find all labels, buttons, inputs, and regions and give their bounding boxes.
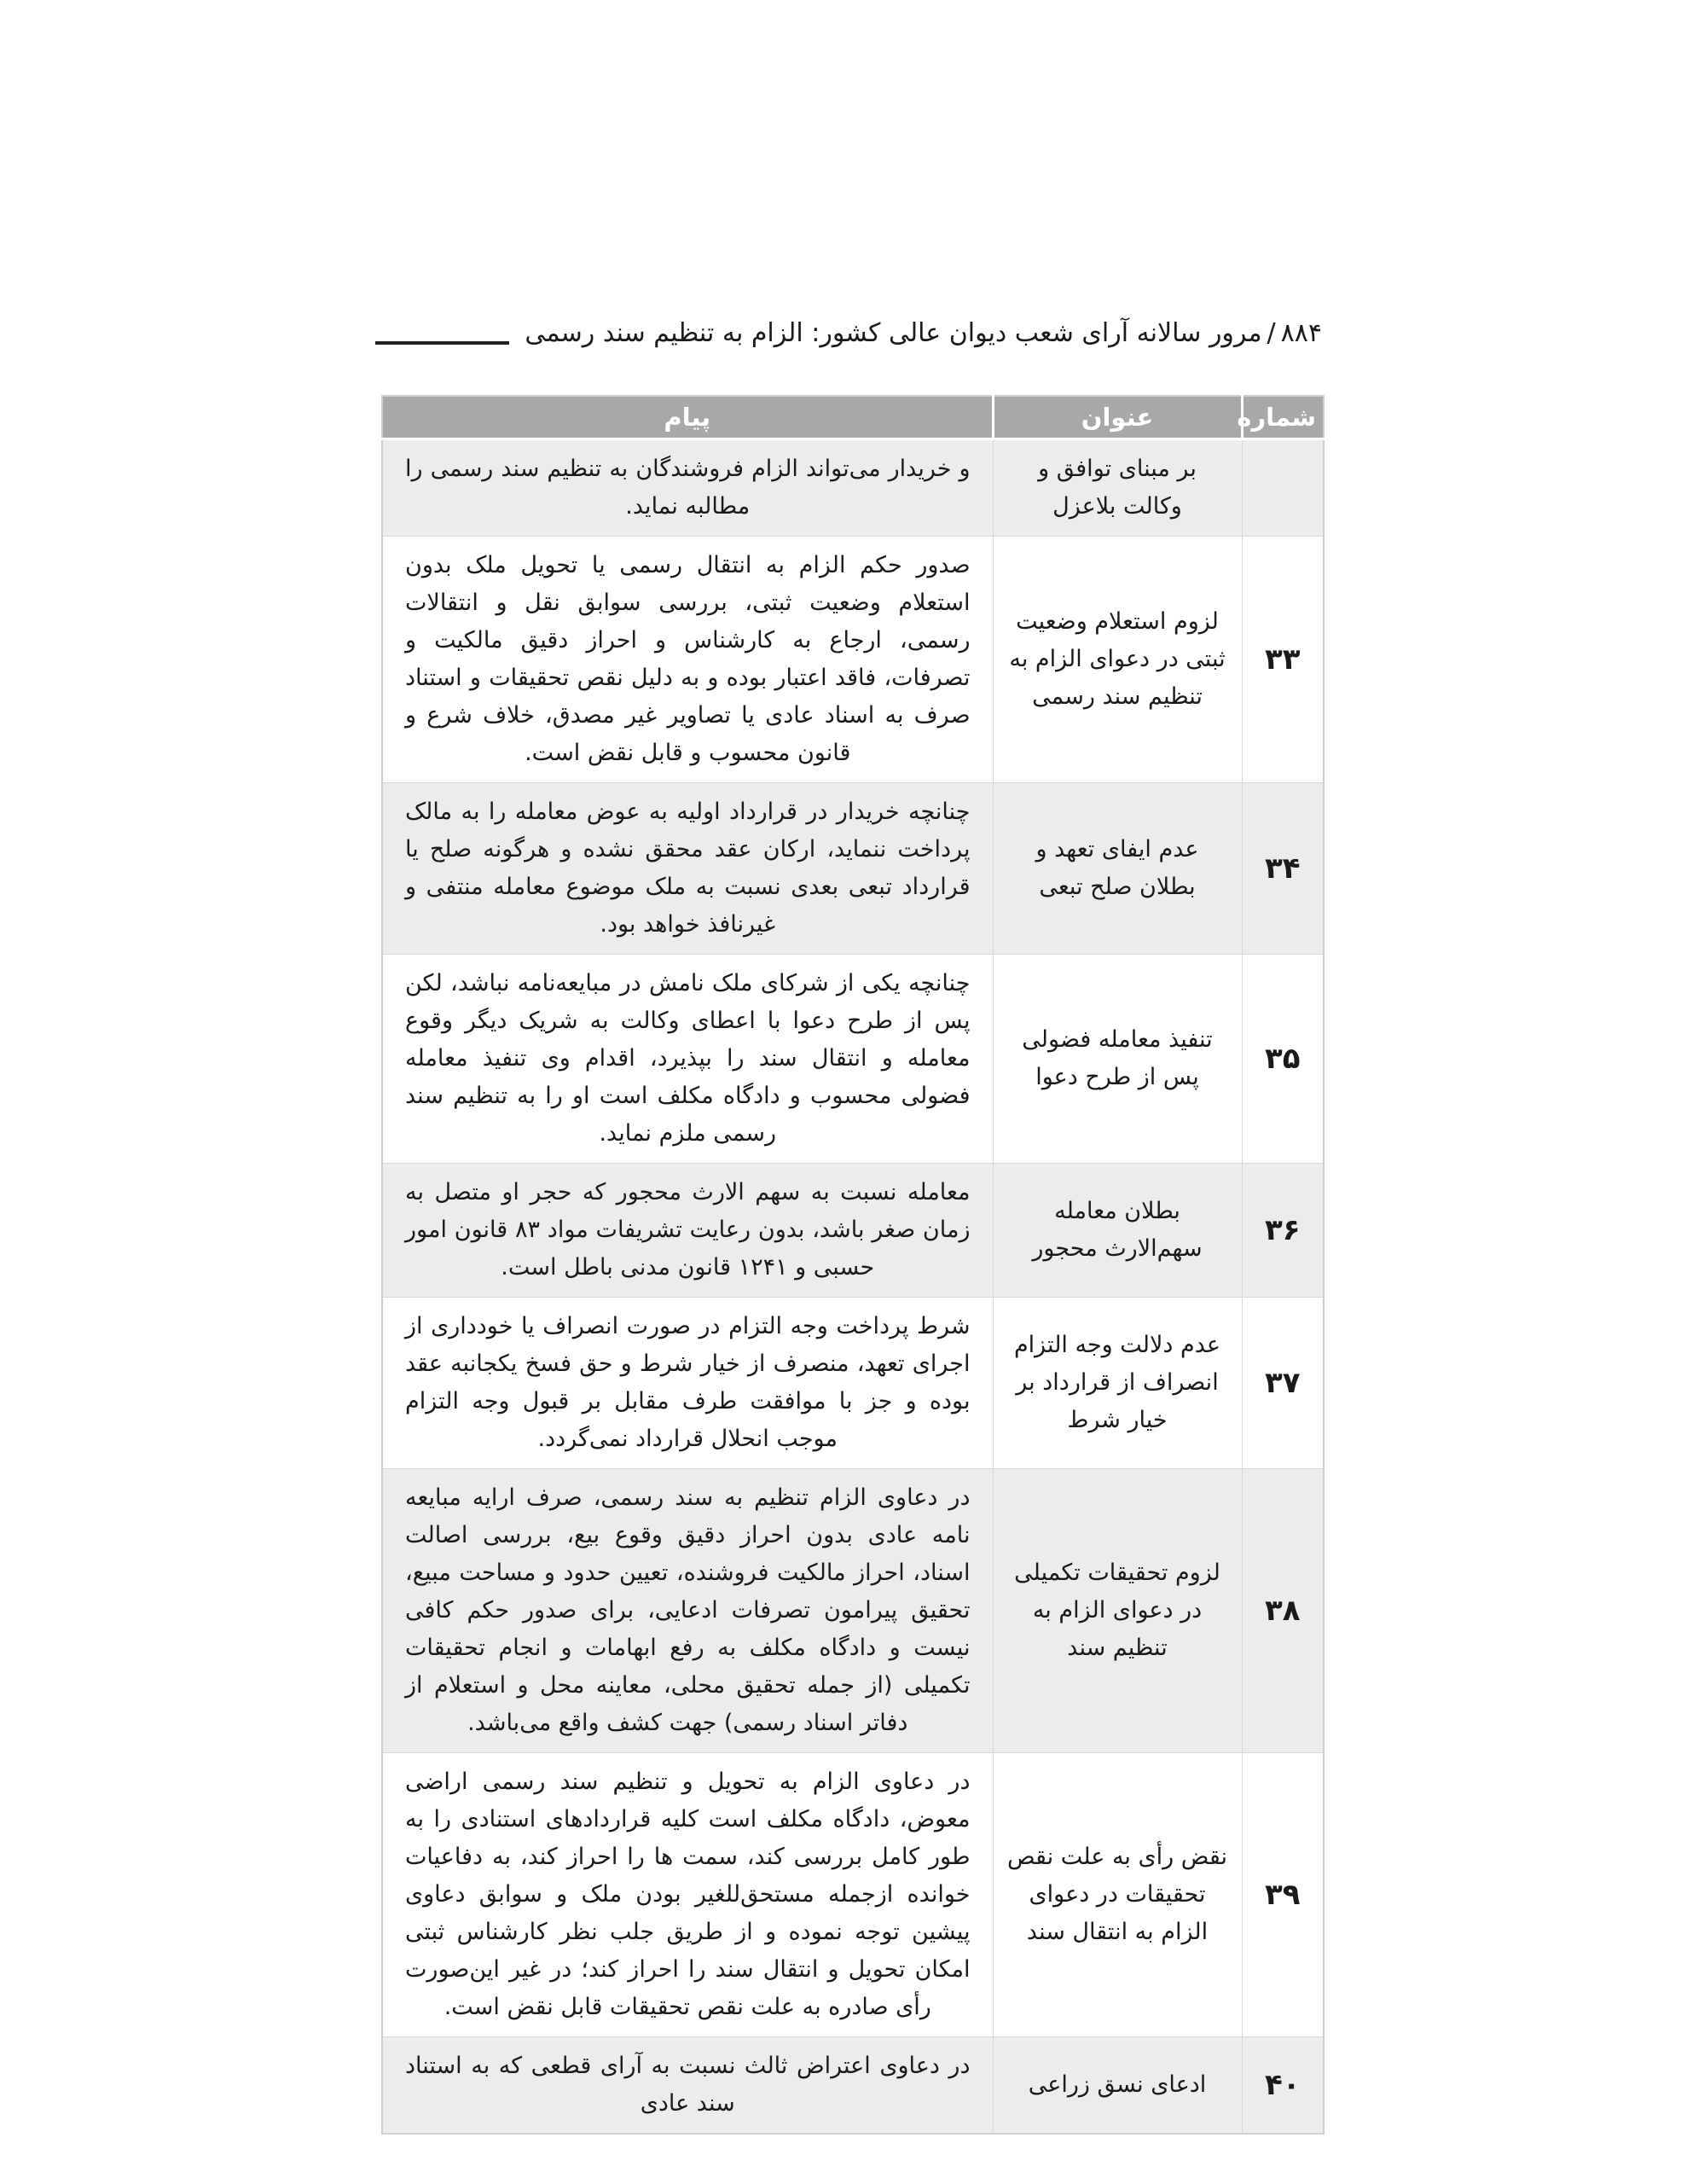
row-message: صدور حکم الزام به انتقال رسمی یا تحویل ملک بدون استعلام وضعیت ثبتی، بررسی سوابق نقل و انتقالات رسمی، ارجاع به کارشناس و احراز دقیق مالکیت و تصرفات، فاقد اعتبار بوده و به دلیل نقص تحقیقات و استناد صرف به اسناد عادی یا تصاویر غیر مصدق، خلاف شرع و قانون محسوب و قابل نقض است. [382,537,993,783]
page-header [375,314,1322,353]
row-title: تنفیذ معامله فضولی پس از طرح دعوا [993,955,1242,1164]
row-title: بر مبنای توافق و وکالت بلاعزل [993,439,1242,537]
row-message: و خریدار می‌تواند الزام فروشندگان به تنظیم سند رسمی را مطالبه نماید. [382,439,993,537]
row-number: ۴۰ [1242,2037,1324,2135]
table-row [382,439,1324,537]
row-message: چنانچه خریدار در قرارداد اولیه به عوض معامله را به مالک پرداخت ننماید، ارکان عقد محقق نشده و هرگونه صلح یا قرارداد تبعی بعدی نسبت به ملک موضوع معامله منتفی و غیرنافذ خواهد بود. [382,783,993,955]
row-title: لزوم استعلام وضعیت ثبتی در دعوای الزام به تنظیم سند رسمی [993,537,1242,783]
row-title: ادعای نسق زراعی [993,2037,1242,2135]
page-number: ۸۸۴ [1280,318,1322,348]
row-number: ۳۹ [1242,1753,1324,2037]
table-row [382,955,1324,1164]
column-header-title: عنوان [993,396,1242,439]
row-title: بطلان معامله سهم‌الارث محجور [993,1164,1242,1298]
row-message: در دعاوی الزام تنظیم به سند رسمی، صرف ارایه مبایعه نامه عادی بدون احراز دقیق وقوع بیع، بررسی اصالت اسناد، احراز مالکیت فروشنده، تعیین حدود و مساحت مبیع، تحقیق پیرامون تصرفات ادعایی، برای صدور حکم کافی نیست و دادگاه مکلف به رفع ابهامات و انجام تحقیقات تکمیلی (از جمله تحقیق محلی، معاینه محل و استعلام از دفاتر اسناد رسمی) جهت کشف واقع می‌باشد. [382,1469,993,1753]
row-title: نقض رأی به علت نقص تحقیقات در دعوای الزام به انتقال سند [993,1753,1242,2037]
table-row [382,1298,1324,1469]
row-number: ۳۸ [1242,1469,1324,1753]
header-separator: / [1267,318,1276,348]
table-row [382,1469,1324,1753]
table-header-row [382,396,1324,439]
header-rule [375,341,509,345]
row-message: معامله نسبت به سهم الارث محجور که حجر او متصل به زمان صغر باشد، بدون رعایت تشریفات مواد ۸۳ قانون امور حسبی و ۱۲۴۱ قانون مدنی باطل است. [382,1164,993,1298]
table-row [382,2037,1324,2135]
rulings-table [381,395,1325,2135]
row-message: در دعاوی الزام به تحویل و تنظیم سند رسمی اراضی معوض، دادگاه مکلف است کلیه قراردادهای استنادی را به طور کامل بررسی کند، سمت ها را احراز کند، به دفاعیات خوانده ازجمله مستحق‌للغیر بودن ملک و سوابق دعاوی پیشین توجه نموده و از طریق جلب نظر کارشناس ثبتی امکان تحویل و انتقال سند را احراز کند؛ در غیر این‌صورت رأی صادره به علت نقص تحقیقات قابل نقض است. [382,1753,993,2037]
row-message: چنانچه یکی از شرکای ملک نامش در مبایعه‌نامه نباشد، لکن پس از طرح دعوا با اعطای وکالت به شریک دیگر وقوع معامله و انتقال سند را بپذیرد، اقدام وی تنفیذ معامله فضولی محسوب و دادگاه مکلف است او را به تنظیم سند رسمی ملزم نماید. [382,955,993,1164]
row-number: ۳۴ [1242,783,1324,955]
row-title: عدم دلالت وجه التزام انصراف از قرارداد بر خیار شرط [993,1298,1242,1469]
table-row [382,783,1324,955]
row-title: لزوم تحقیقات تکمیلی در دعوای الزام به تنظیم سند [993,1469,1242,1753]
row-message: شرط پرداخت وجه التزام در صورت انصراف یا خودداری از اجرای تعهد، منصرف از خیار شرط و حق فسخ یکجانبه عقد بوده و جز با موافقت طرف مقابل بر قبول وجه التزام موجب انحلال قرارداد نمی‌گردد. [382,1298,993,1469]
row-number: ۳۳ [1242,537,1324,783]
row-number: ۳۶ [1242,1164,1324,1298]
page-header-title: مرور سالانه آرای شعب دیوان عالی کشور: الزام به تنظیم سند رسمی [525,318,1262,348]
table-row [382,1164,1324,1298]
table-row [382,1753,1324,2037]
row-number [1242,439,1324,537]
row-number: ۳۵ [1242,955,1324,1164]
row-number: ۳۷ [1242,1298,1324,1469]
column-header-message: پیام [382,396,993,439]
table-row [382,537,1324,783]
row-message: در دعاوی اعتراض ثالث نسبت به آرای قطعی که به استناد سند عادی [382,2037,993,2135]
column-header-number: شماره [1242,396,1324,439]
row-title: عدم ایفای تعهد و بطلان صلح تبعی [993,783,1242,955]
